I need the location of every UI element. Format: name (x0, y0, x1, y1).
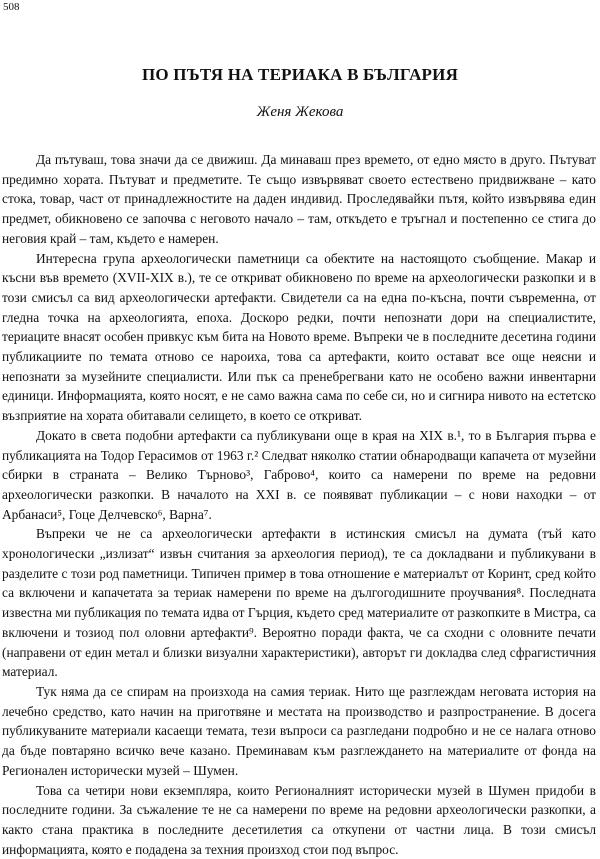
paragraph: Да пътуваш, това значи да се движиш. Да минаваш през времето, от едно място в друго. Пътуват предимно хората. Пътуват и предметите. Те също извървяват своето естествено придвижване – като стока, товар, част от принадлежностите на даден индивид. Проследявайки пътя, който извървява един предмет, обикновено се започва с неговото начало – там, откъдето е тръгнал и постепенно се стига до неговия край – там, където е намерен. (2, 150, 596, 249)
article-body (2, 150, 596, 859)
article-author: Женя Жекова (0, 104, 600, 121)
paragraph: Въпреки че не са археологически артефакти в истинския смисъл на думата (тъй като хронологически „излизат“ извън считания за археология период), те са докладвани и публикувани в разделите с този род паметници. Типичен пример в това отношение е материалът от Коринт, сред който са включени и капачетата за териак намерени по време на дългогодишните проучвания⁸. Последната известна ми публикация по темата идва от Гърция, където сред материалите от разкопките в Мистра, са включени и тозиод пол оловни артефакти⁹. Вероятно поради факта, че са сходни с оловните печати (направени от един метал и близки визуални характеристики), авторът ги докладва след сфрагистичния материал. (2, 524, 596, 682)
paragraph: Докато в света подобни артефакти са публикувани още в края на XIX в.¹, то в България първа е публикацията на Тодор Герасимов от 1963 г.² Следват няколко статии обнародващи капачета от музейни сбирки в страната – Велико Търново³, Габрово⁴, които са намерени по време на редовни археологически разкопки. В началото на XXI в. се появяват публикации – с нови находки – от Арбанаси⁵, Гоце Делчевско⁶, Варна⁷. (2, 426, 596, 525)
paragraph: Това са четири нови екземпляра, които Регионалният исторически музей в Шумен придоби в последните години. За съжаление те не са намерени по време на редовни археологически разкопки, а както стана практика в последните десетилетия са откупени от частни лица. В този смисъл информацията, която е подадена за техния произход стои под въпрос. (2, 781, 596, 859)
page-number: 508 (3, 1, 20, 13)
article-title: ПО ПЪТЯ НА ТЕРИАКА В БЪЛГАРИЯ (0, 65, 600, 85)
paragraph: Тук няма да се спирам на произхода на самия териак. Нито ще разглеждам неговата история на лечебно средство, като начин на приготвяне и местата на производство и разпространение. В досега публикуваните материали касаещи темата, тези въпроси са разгледани подробно и не се налага отново да бъде повтаряно всичко вече казано. Преминавам към разглеждането на материалите от фонда на Регионален исторически музей – Шумен. (2, 682, 596, 781)
paragraph: Интересна група археологически паметници са обектите на настоящото съобщение. Макар и късни във времето (XVII-XIX в.), те се откриват обикновено по време на археологически разкопки и в този смисъл са вид археологически артефакти. Свидетели са на една по-късна, почти съвременна, от гледна точка на археологията, епоха. Доскоро редки, почти непознати дори на специалистите, териаците внасят особен привкус към бита на Новото време. Въпреки че в последните десетина години публикациите по темата отново се нароиха, това са артефакти, които остават все още неясни и непознати за музейните специалисти. Или пък са пренебрегвани като не особено важни инвентарни единици. Информацията, която носят, е не само важна сама по себе си, но и сигнира нивото на естетско възприятие на хората обитавали селището, в което се откриват. (2, 249, 596, 426)
